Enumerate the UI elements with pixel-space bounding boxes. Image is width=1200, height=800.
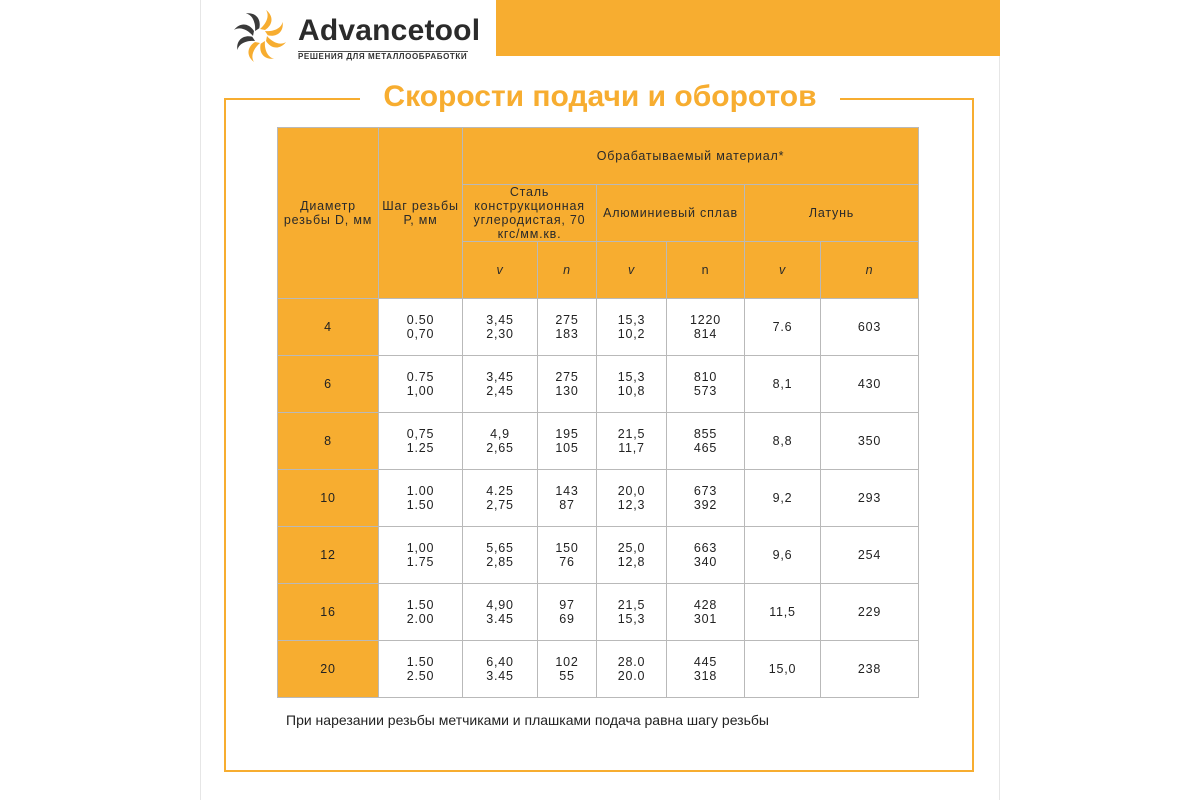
cell-value: 2,85 — [486, 555, 514, 569]
al-n-cell — [667, 641, 745, 698]
subheader-steel-n: n — [538, 242, 597, 299]
cell-value: 663 — [693, 541, 718, 555]
diameter-cell: 12 — [278, 527, 379, 584]
steel-v-cell — [463, 356, 538, 413]
cell-value: 2,45 — [486, 384, 514, 398]
cell-value: 28.0 — [617, 655, 646, 669]
diameter-cell: 16 — [278, 584, 379, 641]
al-v-cell — [597, 413, 667, 470]
cell-value: 2,75 — [486, 498, 514, 512]
cell-value: 97 — [559, 598, 575, 612]
cell-value: 20.0 — [617, 669, 646, 683]
al-v-cell — [597, 527, 667, 584]
diameter-cell: 8 — [278, 413, 379, 470]
brass-v-cell: 8,1 — [745, 356, 821, 413]
cell-value: 5,65 — [486, 541, 514, 555]
steel-n-cell — [538, 413, 597, 470]
diameter-cell: 20 — [278, 641, 379, 698]
brass-v-cell: 15,0 — [745, 641, 821, 698]
pitch-cell — [379, 470, 463, 527]
cell-value: 102 — [555, 655, 579, 669]
cell-value: 2,30 — [486, 327, 514, 341]
cell-value: 1.50 — [406, 655, 435, 669]
table-row — [278, 527, 919, 584]
steel-n-cell — [538, 527, 597, 584]
cell-value: 814 — [693, 327, 718, 341]
subheader-brass-v: v — [745, 242, 821, 299]
cell-value: 428 — [693, 598, 718, 612]
table-row — [278, 470, 919, 527]
steel-n-cell — [538, 299, 597, 356]
cell-value: 2.50 — [406, 669, 435, 683]
cell-value: 1220 — [689, 313, 721, 327]
cell-value: 20,0 — [617, 484, 646, 498]
brass-v-cell: 11,5 — [745, 584, 821, 641]
cell-value: 573 — [693, 384, 718, 398]
steel-n-cell — [538, 356, 597, 413]
cell-value: 105 — [555, 441, 579, 455]
cell-value: 15,3 — [617, 612, 646, 626]
pitch-cell — [379, 356, 463, 413]
feed-speed-table — [277, 127, 919, 698]
cell-value: 465 — [693, 441, 718, 455]
al-n-cell — [667, 299, 745, 356]
cell-value: 0,70 — [406, 327, 435, 341]
cell-value: 183 — [555, 327, 579, 341]
steel-n-cell — [538, 470, 597, 527]
cell-value: 2,65 — [486, 441, 514, 455]
cell-value: 1,00 — [406, 384, 435, 398]
header-material-steel: Сталь конструкционная углеродистая, 70 кгс/мм.кв. — [463, 185, 597, 242]
brass-n-cell: 229 — [821, 584, 919, 641]
header-diameter: Диаметр резьбы D, мм — [278, 128, 379, 299]
cell-value: 275 — [555, 313, 579, 327]
steel-v-cell — [463, 299, 538, 356]
header-accent-bar — [496, 0, 1000, 56]
brass-v-cell: 7.6 — [745, 299, 821, 356]
brass-n-cell: 254 — [821, 527, 919, 584]
cell-value: 810 — [693, 370, 718, 384]
cell-value: 673 — [693, 484, 718, 498]
steel-v-cell — [463, 641, 538, 698]
steel-n-cell — [538, 641, 597, 698]
cell-value: 0,75 — [406, 427, 435, 441]
header-material-aluminium: Алюминиевый сплав — [597, 185, 745, 242]
cell-value: 21,5 — [617, 427, 646, 441]
header-material: Обрабатываемый материал* — [463, 128, 919, 185]
table-row — [278, 641, 919, 698]
cell-value: 1,00 — [406, 541, 435, 555]
cell-value: 301 — [693, 612, 718, 626]
cell-value: 340 — [693, 555, 718, 569]
cell-value: 3,45 — [486, 313, 514, 327]
cell-value: 445 — [693, 655, 718, 669]
cell-value: 15,3 — [617, 370, 646, 384]
cell-value: 12,3 — [617, 498, 646, 512]
cell-value: 150 — [555, 541, 579, 555]
cell-value: 21,5 — [617, 598, 646, 612]
steel-v-cell — [463, 584, 538, 641]
cell-value: 1.50 — [406, 598, 435, 612]
cell-value: 0.75 — [406, 370, 435, 384]
al-v-cell — [597, 470, 667, 527]
page-title: Скорости подачи и оборотов — [383, 80, 817, 113]
al-n-cell — [667, 470, 745, 527]
cell-value: 1.00 — [406, 484, 435, 498]
pitch-cell — [379, 299, 463, 356]
cell-value: 69 — [559, 612, 575, 626]
pitch-cell — [379, 413, 463, 470]
al-n-cell — [667, 356, 745, 413]
brass-n-cell: 350 — [821, 413, 919, 470]
cell-value: 3,45 — [486, 370, 514, 384]
cell-value: 318 — [693, 669, 718, 683]
cell-value: 55 — [559, 669, 575, 683]
cell-value: 3.45 — [486, 612, 514, 626]
cell-value: 4.25 — [486, 484, 514, 498]
subheader-al-v: v — [597, 242, 667, 299]
cell-value: 195 — [555, 427, 579, 441]
table-row — [278, 299, 919, 356]
cell-value: 2.00 — [406, 612, 435, 626]
cell-value: 4,90 — [486, 598, 514, 612]
cell-value: 392 — [693, 498, 718, 512]
al-n-cell — [667, 413, 745, 470]
cell-value: 1.25 — [406, 441, 435, 455]
subheader-brass-n: n — [821, 242, 919, 299]
cell-value: 76 — [559, 555, 575, 569]
cell-value: 3.45 — [486, 669, 514, 683]
diameter-cell: 6 — [278, 356, 379, 413]
cell-value: 4,9 — [490, 427, 510, 441]
header-pitch: Шаг резьбы Р, мм — [379, 128, 463, 299]
al-v-cell — [597, 641, 667, 698]
cell-value: 25,0 — [617, 541, 646, 555]
table-row — [278, 356, 919, 413]
steel-v-cell — [463, 413, 538, 470]
steel-v-cell — [463, 527, 538, 584]
brand-name: Advancetool — [298, 14, 481, 47]
advancetool-logo-icon — [232, 8, 288, 64]
cell-value: 11,7 — [618, 441, 645, 455]
cell-value: 855 — [693, 427, 718, 441]
brand-tagline: РЕШЕНИЯ ДЛЯ МЕТАЛЛООБРАБОТКИ — [298, 52, 468, 61]
cell-value: 275 — [555, 370, 579, 384]
brass-n-cell: 238 — [821, 641, 919, 698]
cell-value: 10,2 — [617, 327, 646, 341]
cell-value: 15,3 — [617, 313, 646, 327]
steel-n-cell — [538, 584, 597, 641]
table-row — [278, 413, 919, 470]
cell-value: 0.50 — [406, 313, 435, 327]
header-material-brass: Латунь — [745, 185, 919, 242]
subheader-steel-v: v — [463, 242, 538, 299]
al-n-cell — [667, 584, 745, 641]
brass-n-cell: 293 — [821, 470, 919, 527]
cell-value: 130 — [555, 384, 579, 398]
cell-value: 1.50 — [406, 498, 435, 512]
brass-v-cell: 9,6 — [745, 527, 821, 584]
brass-n-cell: 603 — [821, 299, 919, 356]
al-v-cell — [597, 356, 667, 413]
diameter-cell: 4 — [278, 299, 379, 356]
pitch-cell — [379, 527, 463, 584]
footnote: При нарезании резьбы метчиками и плашками подача равна шагу резьбы — [286, 712, 769, 728]
al-n-cell — [667, 527, 745, 584]
cell-value: 6,40 — [486, 655, 514, 669]
cell-value: 12,8 — [617, 555, 646, 569]
al-v-cell — [597, 584, 667, 641]
subheader-al-n: n — [667, 242, 745, 299]
al-v-cell — [597, 299, 667, 356]
brass-v-cell: 9,2 — [745, 470, 821, 527]
cell-value: 87 — [559, 498, 575, 512]
brass-n-cell: 430 — [821, 356, 919, 413]
pitch-cell — [379, 641, 463, 698]
brass-v-cell: 8,8 — [745, 413, 821, 470]
diameter-cell: 10 — [278, 470, 379, 527]
cell-value: 143 — [555, 484, 579, 498]
steel-v-cell — [463, 470, 538, 527]
cell-value: 1.75 — [406, 555, 435, 569]
table-row — [278, 584, 919, 641]
cell-value: 10,8 — [617, 384, 646, 398]
pitch-cell — [379, 584, 463, 641]
